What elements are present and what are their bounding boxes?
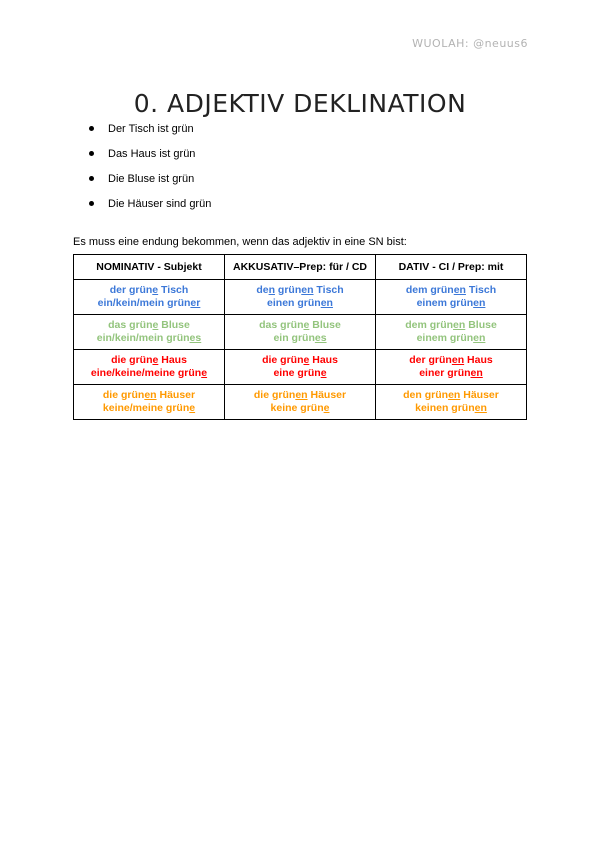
cell-text: einem grün [416,332,474,344]
cell-text: Tisch [313,284,344,296]
cell-line [227,367,373,380]
ending-highlight: e [303,354,310,366]
cell-line [378,297,524,310]
cell-text: keine grün [270,402,324,414]
cell-text: die grün [111,354,153,366]
list-item [87,145,211,170]
table-cell-dativ [376,385,527,420]
table-header-row [74,255,527,280]
cell-line [378,284,524,297]
ending-highlight: e [152,354,159,366]
ending-highlight: e [303,319,310,331]
ending-highlight: en [473,332,486,344]
cell-line [378,354,524,367]
cell-text: das grün [108,319,153,331]
list-item-text: Der Tisch ist grün [108,123,194,135]
ending-highlight: en [451,354,465,366]
cell-line [76,319,222,332]
cell-line [76,297,222,310]
cell-text: der grün [109,284,153,296]
ending-highlight: en [295,389,308,401]
cell-text: dem grün [405,319,454,331]
cell-line [227,284,373,297]
table-cell-nominativ [74,385,225,420]
ending-highlight: es [314,332,327,344]
cell-text: Haus [158,354,187,366]
cell-text: Tisch [158,284,189,296]
header-dativ: DATIV - CI / Prep: mit [376,255,527,280]
table-row [74,350,527,385]
ending-highlight: e [320,367,327,379]
cell-line [227,402,373,415]
table-cell-dativ [376,280,527,315]
cell-text: die grün [102,389,145,401]
table-cell-akkusativ [225,315,376,350]
cell-text: Haus [309,354,338,366]
cell-text: Häuser [156,389,196,401]
page-title: 0. ADJEKTIV DEKLINATION [133,88,467,118]
list-item [87,170,211,195]
table-cell-dativ [376,350,527,385]
table-row [74,280,527,315]
list-item [87,195,211,220]
ending-highlight: es [189,332,202,344]
cell-line [76,389,222,402]
ending-highlight: er [190,297,201,309]
cell-line [378,402,524,415]
cell-text: einen grün [267,297,321,309]
header-akkusativ: AKKUSATIV–Prep: für / CD [225,255,376,280]
cell-line [378,367,524,380]
declension-table [73,254,527,420]
cell-line [76,367,222,380]
cell-text: ein/kein/mein grün [96,332,190,344]
cell-text: der grün [409,354,452,366]
cell-line [76,402,222,415]
ending-highlight: n [268,284,275,296]
watermark: WUOLAH: @neuus6 [412,37,528,50]
header-nominativ: NOMINATIV - Subjekt [74,255,225,280]
ending-highlight: e [323,402,330,414]
bullet-dot-icon [89,201,94,206]
ending-highlight: en [470,367,483,379]
cell-text: den grün [403,389,449,401]
table-cell-akkusativ [225,280,376,315]
cell-text: Bluse [465,319,497,331]
cell-line [76,354,222,367]
cell-text: Bluse [158,319,190,331]
bullet-dot-icon [89,126,94,131]
cell-line [378,319,524,332]
ending-highlight: en [320,297,333,309]
ending-highlight: en [474,402,487,414]
intro-text: Es muss eine endung bekommen, wenn das adjektiv in eine SN bist: [73,236,407,248]
cell-line [227,297,373,310]
cell-text: de [256,284,269,296]
ending-highlight: en [301,284,314,296]
table-row [74,315,527,350]
table-cell-akkusativ [225,385,376,420]
cell-text: Häuser [307,389,347,401]
cell-text: einem grün [416,297,474,309]
table-row [74,385,527,420]
cell-text: das grün [259,319,304,331]
ending-highlight: e [189,402,196,414]
cell-line [76,332,222,345]
table-cell-dativ [376,315,527,350]
cell-text: keine/meine grün [102,402,190,414]
cell-line [227,389,373,402]
list-item-text: Die Häuser sind grün [108,198,212,210]
list-item-text: Die Bluse ist grün [108,173,195,185]
cell-text: keinen grün [415,402,475,414]
cell-text: Bluse [309,319,341,331]
list-item-text: Das Haus ist grün [108,148,196,160]
cell-line [227,354,373,367]
bullet-dot-icon [89,176,94,181]
cell-line [378,389,524,402]
table-cell-nominativ [74,280,225,315]
ending-highlight: en [453,284,466,296]
cell-line [227,332,373,345]
table-cell-akkusativ [225,350,376,385]
cell-text: einer grün [419,367,471,379]
ending-highlight: e [201,367,208,379]
cell-line [227,319,373,332]
cell-text: Tisch [465,284,497,296]
table-cell-nominativ [74,350,225,385]
cell-line [76,284,222,297]
ending-highlight: en [448,389,461,401]
ending-highlight: en [473,297,486,309]
cell-text: die grün [262,354,304,366]
cell-text: dem grün [405,284,454,296]
cell-text: grün [275,284,302,296]
cell-text: eine/keine/meine grün [90,367,202,379]
ending-highlight: e [152,319,159,331]
bullet-list [87,120,211,220]
cell-text: ein/kein/mein grün [97,297,191,309]
table-cell-nominativ [74,315,225,350]
cell-text: ein grün [273,332,315,344]
cell-text: die grün [253,389,296,401]
cell-text: eine grün [273,367,321,379]
ending-highlight: e [152,284,159,296]
cell-text: Häuser [460,389,499,401]
cell-text: Haus [464,354,493,366]
list-item [87,120,211,145]
ending-highlight: en [144,389,157,401]
bullet-dot-icon [89,151,94,156]
cell-line [378,332,524,345]
ending-highlight: en [453,319,466,331]
